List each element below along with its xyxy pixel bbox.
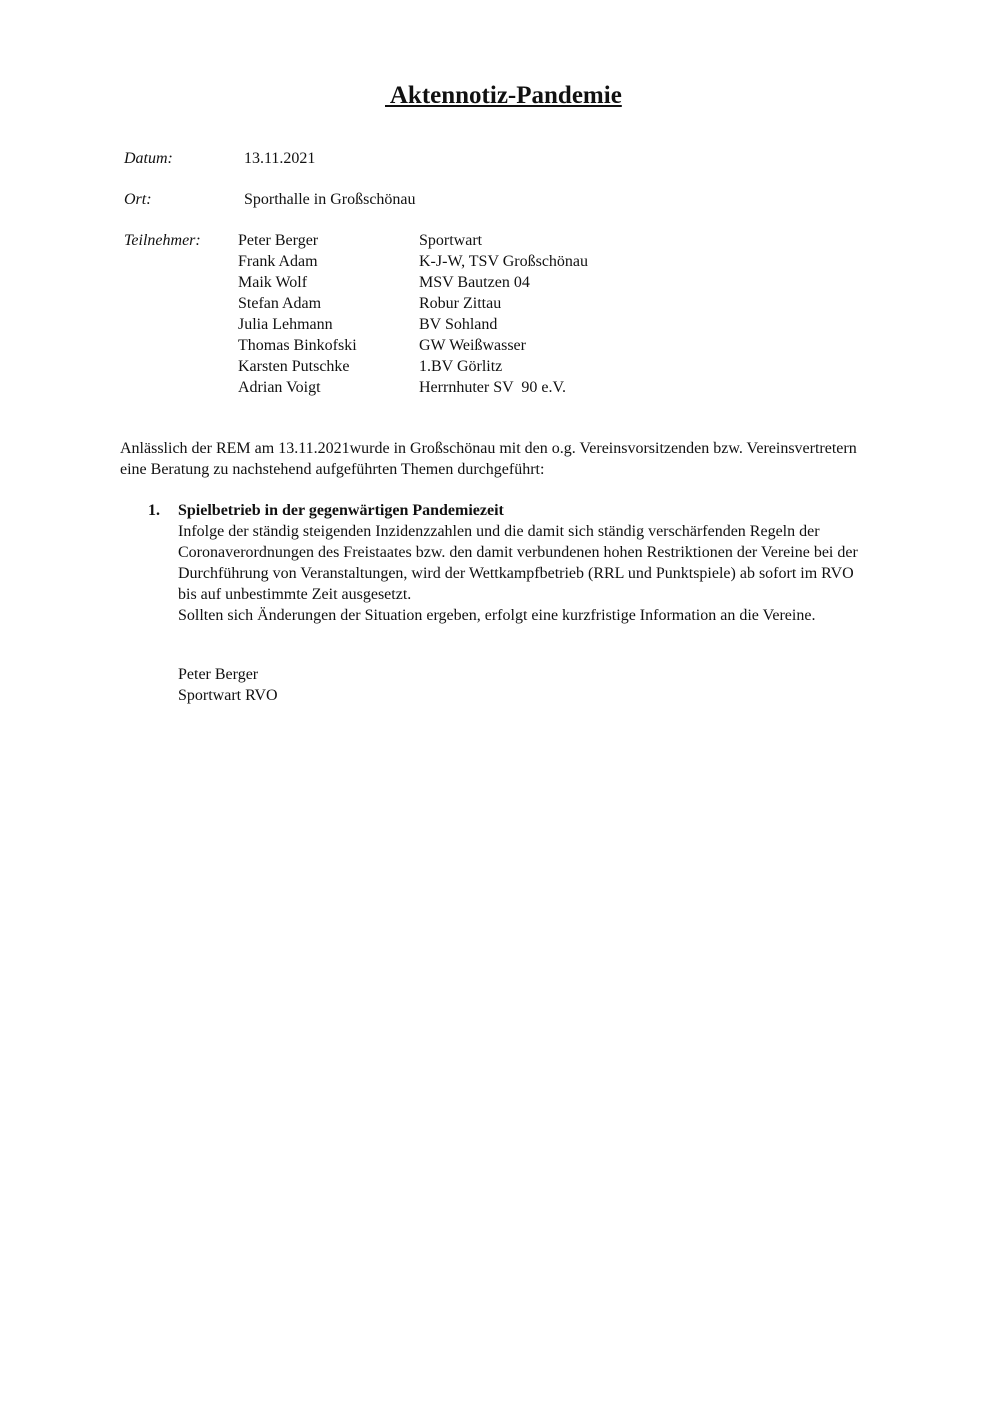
participant-name: Maik Wolf [238,274,308,291]
intro-line: Anlässlich der REM am 13.11.2021wurde in Großschönau mit den o.g. Vereinsvorsitzenden bzw. Vereinsvertretern [120,440,857,457]
participant-name: Frank Adam [238,253,318,270]
signature-name: Peter Berger [178,666,259,683]
participant-name: Julia Lehmann [238,316,333,333]
participant-row [238,251,658,272]
participants-list [238,230,658,398]
participant-org: K-J-W, TSV Großschönau [419,253,589,270]
section-heading [148,500,504,521]
participant-row [238,377,658,398]
signature-role: Sportwart RVO [178,687,278,704]
document-title: Aktennotiz-Pandemie [385,82,622,109]
participant-row [238,293,658,314]
section-line: Coronaverordnungen des Freistaates bzw. den damit verbundenen hohen Restriktionen der Vereine bei der [178,544,858,561]
participant-name: Peter Berger [238,232,319,249]
participant-row [238,230,658,251]
participant-org: Sportwart [419,232,483,249]
participant-name: Thomas Binkofski [238,337,357,354]
place-value: Sporthalle in Großschönau [244,191,416,208]
participant-name: Adrian Voigt [238,379,321,396]
intro-line: eine Beratung zu nachstehend aufgeführten Themen durchgeführt: [120,461,545,478]
participant-row [238,272,658,293]
participant-row [238,314,658,335]
signature-block [178,664,278,706]
participant-org: 1.BV Görlitz [419,358,503,375]
section-number: 1. [148,502,160,519]
date-value: 13.11.2021 [244,150,316,167]
date-label: Datum: [124,150,173,167]
participant-row [238,335,658,356]
participant-org: Robur Zittau [419,295,502,312]
participants-label: Teilnehmer: [124,232,201,249]
participant-org: Herrnhuter SV 90 e.V. [419,379,566,396]
participant-row [238,356,658,377]
section-line: Sollten sich Änderungen der Situation ergeben, erfolgt eine kurzfristige Information an die Vereine. [178,607,816,624]
intro-paragraph [120,438,920,480]
place-label: Ort: [124,191,152,208]
participant-name: Karsten Putschke [238,358,350,375]
participant-name: Stefan Adam [238,295,322,312]
participant-org: MSV Bautzen 04 [419,274,530,291]
section-body [178,521,938,626]
section-title: Spielbetrieb in der gegenwärtigen Pandemiezeit [178,502,504,519]
participant-org: GW Weißwasser [419,337,526,354]
section-line: Infolge der ständig steigenden Inzidenzzahlen und die damit sich ständig verschärfenden Regeln der [178,523,820,540]
section-line: bis auf unbestimmte Zeit ausgesetzt. [178,586,412,603]
section-line: Durchführung von Veranstaltungen, wird der Wettkampfbetrieb (RRL und Punktspiele) ab sofort im RVO [178,565,854,582]
participant-org: BV Sohland [419,316,498,333]
